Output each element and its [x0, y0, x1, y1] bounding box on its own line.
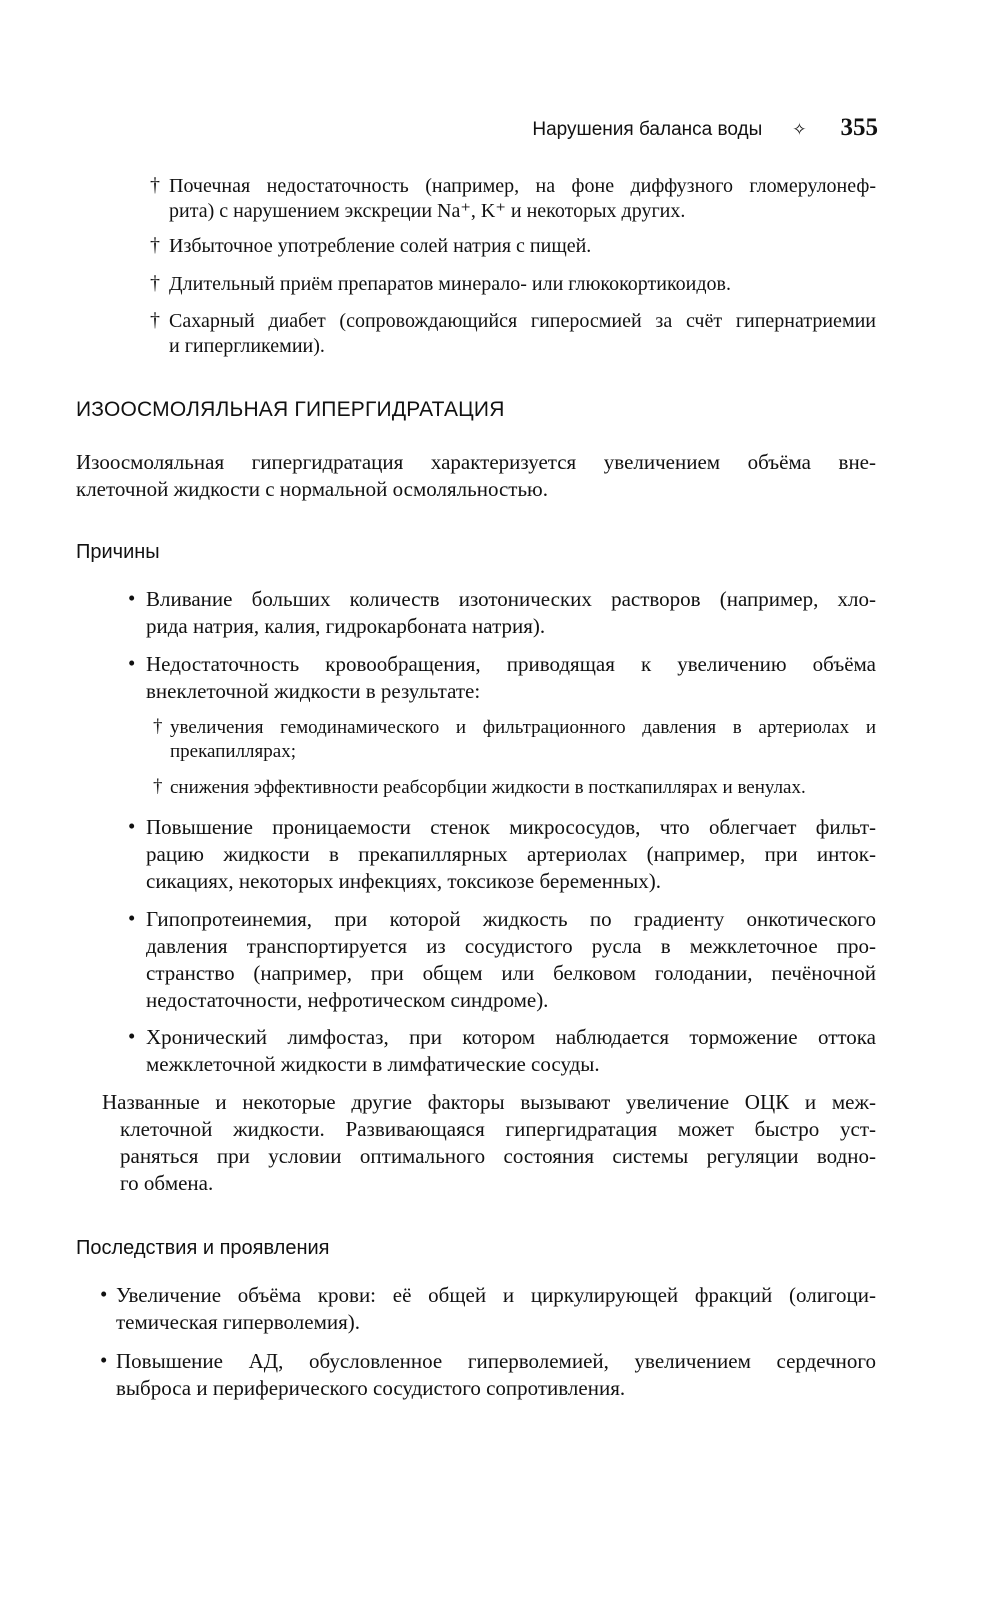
running-head: [532, 114, 878, 142]
dagger-marker: †: [153, 776, 163, 797]
dagger-marker: †: [150, 174, 160, 196]
paragraph-line: раняться при условии оптимального состояния системы регуляции водно-: [120, 1144, 876, 1168]
list-item-text: выброса и периферического сосудистого сопротивления.: [116, 1376, 626, 1400]
dagger-marker: †: [153, 716, 163, 737]
list-item-text: Гипопротеинемия, при которой жидкость по градиенту онкотического: [146, 907, 876, 931]
list-item: [150, 272, 876, 297]
list-item-text: межклеточной жидкости в лимфатические сосуды.: [146, 1052, 600, 1076]
bullet-marker: •: [128, 906, 136, 930]
list-item-text: Вливание больших количеств изотонических растворов (например, хло-: [146, 587, 876, 611]
list-item-text: и гипергликемии).: [169, 335, 325, 357]
bullet-marker: •: [100, 1348, 108, 1372]
list-item-text: рида натрия, калия, гидрокарбоната натрия).: [146, 614, 546, 638]
list-item: [128, 814, 876, 895]
list-item: [100, 1282, 876, 1336]
list-item: [150, 174, 876, 224]
list-item: [128, 586, 876, 640]
list-item: [150, 234, 876, 259]
list-item: [150, 309, 876, 359]
list-item-text: рацию жидкости в прекапиллярных артериолах (например, при инток-: [146, 842, 876, 866]
summary-paragraph: [102, 1089, 876, 1197]
bullet-marker: •: [128, 1024, 136, 1048]
paragraph-line: клеточной жидкости. Развивающаяся гипергидратация может быстро уст-: [120, 1117, 876, 1141]
list-item-text: внеклеточной жидкости в результате:: [146, 679, 481, 703]
list-item-text: прекапиллярах;: [170, 741, 296, 762]
list-item: [128, 1024, 876, 1078]
list-item-text: Сахарный диабет (сопровождающийся гиперосмией за счёт гипернатриемии: [169, 310, 876, 332]
bullet-marker: •: [128, 586, 136, 610]
list-item-text: сикациях, некоторых инфекциях, токсикозе беременных).: [146, 869, 661, 893]
list-item-text: Увеличение объёма крови: её общей и циркулирующей фракций (олигоци-: [116, 1283, 876, 1307]
causes-heading: Причины: [76, 541, 160, 563]
list-item-text: Повышение АД, обусловленное гиперволемией, увеличением сердечного: [116, 1349, 876, 1373]
paragraph-line: Названные и некоторые другие факторы вызывают увеличение ОЦК и меж-: [102, 1090, 876, 1114]
list-item-text: Почечная недостаточность (например, на фоне диффузного гломерулонеф-: [169, 175, 876, 197]
dagger-marker: †: [150, 309, 160, 331]
section-intro: [76, 449, 876, 503]
list-item-text: Недостаточность кровообращения, приводящая к увеличению объёма: [146, 652, 876, 676]
consequences-heading: Последствия и проявления: [76, 1237, 330, 1259]
section-heading: ИЗООСМОЛЯЛЬНАЯ ГИПЕРГИДРАТАЦИЯ: [76, 398, 505, 421]
list-item: [100, 1348, 876, 1402]
list-item-text: недостаточности, нефротическом синдроме).: [146, 988, 549, 1012]
list-item-text: Хронический лимфостаз, при котором наблюдается торможение оттока: [146, 1025, 876, 1049]
list-item-text: темическая гиперволемия).: [116, 1310, 361, 1334]
list-item: [128, 906, 876, 1014]
list-item-text: давления транспортируется из сосудистого русла в межклеточное про-: [146, 934, 876, 958]
dagger-marker: †: [150, 234, 160, 256]
list-item-text: снижения эффективности реабсорбции жидкости в посткапиллярах и венулах.: [170, 777, 806, 798]
paragraph-line: Изоосмоляльная гипергидратация характеризуется увеличением объёма вне-: [76, 450, 876, 474]
running-head-title: Нарушения баланса воды: [532, 119, 763, 140]
list-item: [128, 651, 876, 705]
running-head-separator-icon: ✧: [792, 120, 807, 139]
sub-list-item: [153, 776, 876, 800]
sub-list-item: [153, 716, 876, 764]
list-item-text: странство (например, при общем или белковом голодании, печёночной: [146, 961, 876, 985]
list-item-text: Избыточное употребление солей натрия с пищей.: [169, 235, 592, 257]
page-number: 355: [840, 114, 878, 141]
paragraph-line: го обмена.: [120, 1171, 214, 1195]
list-item-text: Длительный приём препаратов минерало- или глюкокортикоидов.: [169, 273, 732, 295]
bullet-marker: •: [100, 1282, 108, 1306]
bullet-marker: •: [128, 814, 136, 838]
list-item-text: увеличения гемодинамического и фильтрационного давления в артериолах и: [170, 717, 876, 738]
list-item-text: Повышение проницаемости стенок микрососудов, что облегчает фильт-: [146, 815, 876, 839]
bullet-marker: •: [128, 651, 136, 675]
paragraph-line: клеточной жидкости с нормальной осмоляльностью.: [76, 477, 548, 501]
dagger-marker: †: [150, 272, 160, 294]
list-item-text: рита) с нарушением экскреции Na⁺, K⁺ и некоторых других.: [169, 200, 686, 222]
